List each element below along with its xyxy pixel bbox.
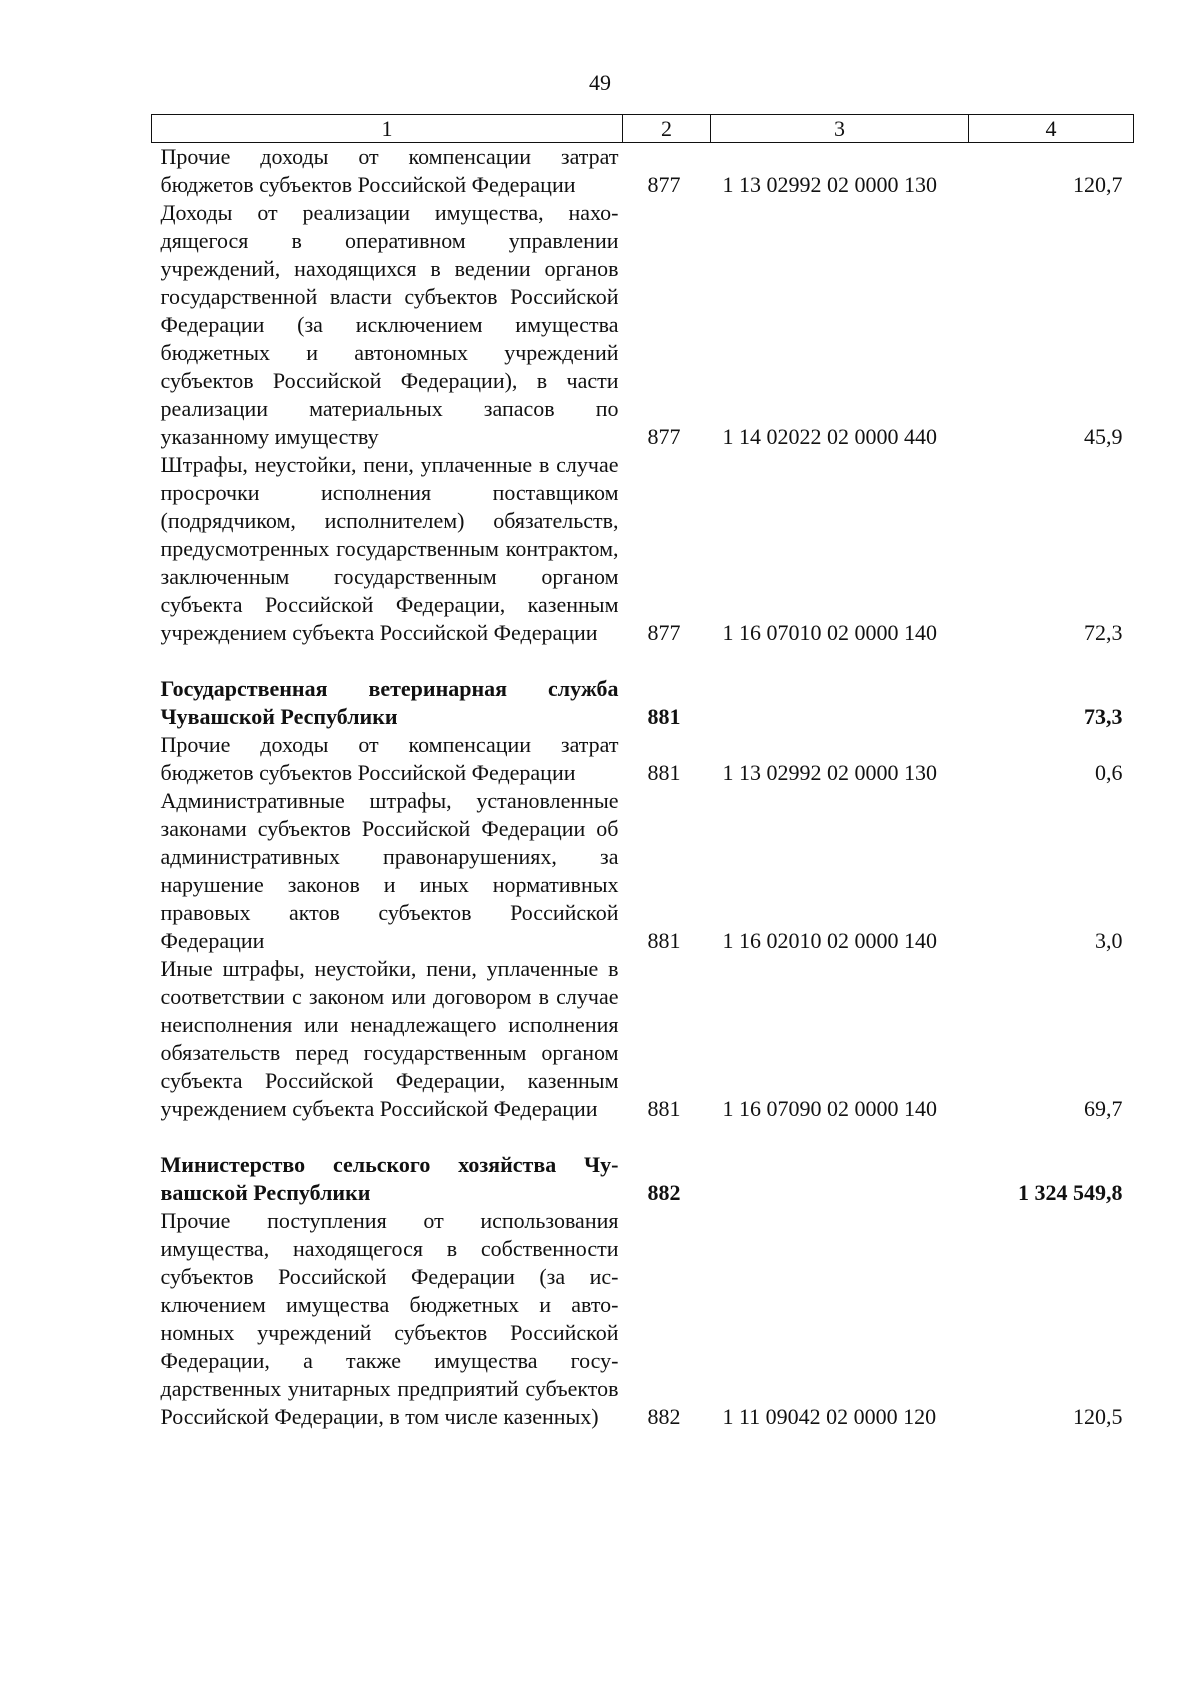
section-header-row	[152, 1123, 1134, 1207]
table-row	[152, 451, 1134, 647]
row-admin-code: 881	[647, 1096, 681, 1121]
row-amount: 72,3	[1084, 620, 1123, 645]
column-header-2: 2	[623, 115, 711, 143]
row-name: Прочие поступления от использования имущества, находящегося в собственности субъектов Российской Федерации (за исключением имущества бюджетных и автономных учреждений субъектов Российской Федерации, а также имущества государственных унитарных предприятий субъектов Российской Федерации, в том числе казенных)	[160, 1208, 619, 1429]
row-name: Иные штрафы, неустойки, пени, уплаченные в соответствии с законом или договором в случае неисполнения или ненадлежащего исполнения обязательств перед государственным органом субъекта Российской Федерации, казенным учреждением субъекта Российской Федерации	[160, 956, 619, 1121]
row-revenue-code: 1 16 02010 02 0000 140	[722, 928, 937, 953]
table-header	[152, 115, 1134, 143]
row-name: Штрафы, неустойки, пени, уплаченные в случае просрочки исполнения поставщиком (подрядчиком, исполнителем) обязательств, предусмотренных государственным контрактом, заключенным государственным органом субъекта Российской Федерации, казенным учреждением субъекта Российской Федерации	[160, 452, 619, 645]
table-row	[152, 787, 1134, 955]
column-header-4: 4	[969, 115, 1134, 143]
table-row	[152, 143, 1134, 200]
row-revenue-code: 1 13 02992 02 0000 130	[722, 760, 937, 785]
row-amount: 3,0	[1095, 928, 1123, 953]
row-amount: 45,9	[1084, 424, 1123, 449]
column-header-3: 3	[711, 115, 969, 143]
row-name: Прочие доходы от компенсации затрат бюджетов субъектов Российской Федерации	[160, 732, 619, 785]
revenue-table	[151, 114, 1134, 1431]
row-admin-code: 882	[647, 1404, 681, 1429]
page-number: 49	[589, 70, 611, 95]
row-admin-code: 881	[647, 928, 681, 953]
row-revenue-code: 1 14 02022 02 0000 440	[722, 424, 937, 449]
table-row	[152, 199, 1134, 451]
row-name: Доходы от реализации имущества, находящегося в оперативном управлении учреждений, находящихся в ведении органов государственной власти субъектов Российской Федерации (за исключением имущества бюджетных и автономных учреждений субъектов Российской Федерации), в части реализации материальных запасов по указанному имуществу	[160, 200, 619, 449]
section-revenue-code	[711, 1123, 969, 1207]
table-body	[152, 143, 1134, 1432]
row-amount: 120,5	[1073, 1404, 1123, 1429]
column-header-1: 1	[152, 115, 623, 143]
table-row	[152, 955, 1134, 1123]
row-name: Прочие доходы от компенсации затрат бюджетов субъектов Российской Федерации	[160, 144, 619, 197]
row-admin-code: 877	[647, 424, 681, 449]
row-amount: 120,7	[1073, 172, 1123, 197]
row-amount: 69,7	[1084, 1096, 1123, 1121]
row-revenue-code: 1 16 07010 02 0000 140	[722, 620, 937, 645]
section-title: Министерство сельского хозяйства Чувашской Республики	[160, 1152, 619, 1205]
table-row	[152, 1207, 1134, 1431]
section-revenue-code	[711, 647, 969, 731]
section-header-row	[152, 647, 1134, 731]
row-revenue-code: 1 11 09042 02 0000 120	[722, 1404, 937, 1429]
row-admin-code: 881	[647, 760, 681, 785]
section-admin-code: 882	[647, 1180, 681, 1205]
column-number-row	[152, 115, 1134, 143]
table-row	[152, 731, 1134, 787]
row-revenue-code: 1 16 07090 02 0000 140	[722, 1096, 937, 1121]
row-admin-code: 877	[647, 620, 681, 645]
section-total-amount: 73,3	[1084, 704, 1123, 729]
row-revenue-code: 1 13 02992 02 0000 130	[722, 172, 937, 197]
section-admin-code: 881	[647, 704, 681, 729]
section-total-amount: 1 324 549,8	[1018, 1180, 1123, 1205]
row-admin-code: 877	[647, 172, 681, 197]
section-title: Государственная ветеринарная служба Чувашской Республики	[160, 676, 619, 729]
row-name: Административные штрафы, установленные законами субъектов Российской Федерации об административных правонарушениях, за нарушение законов и иных нормативных правовых актов субъектов Российской Федерации	[160, 788, 619, 953]
row-amount: 0,6	[1095, 760, 1123, 785]
